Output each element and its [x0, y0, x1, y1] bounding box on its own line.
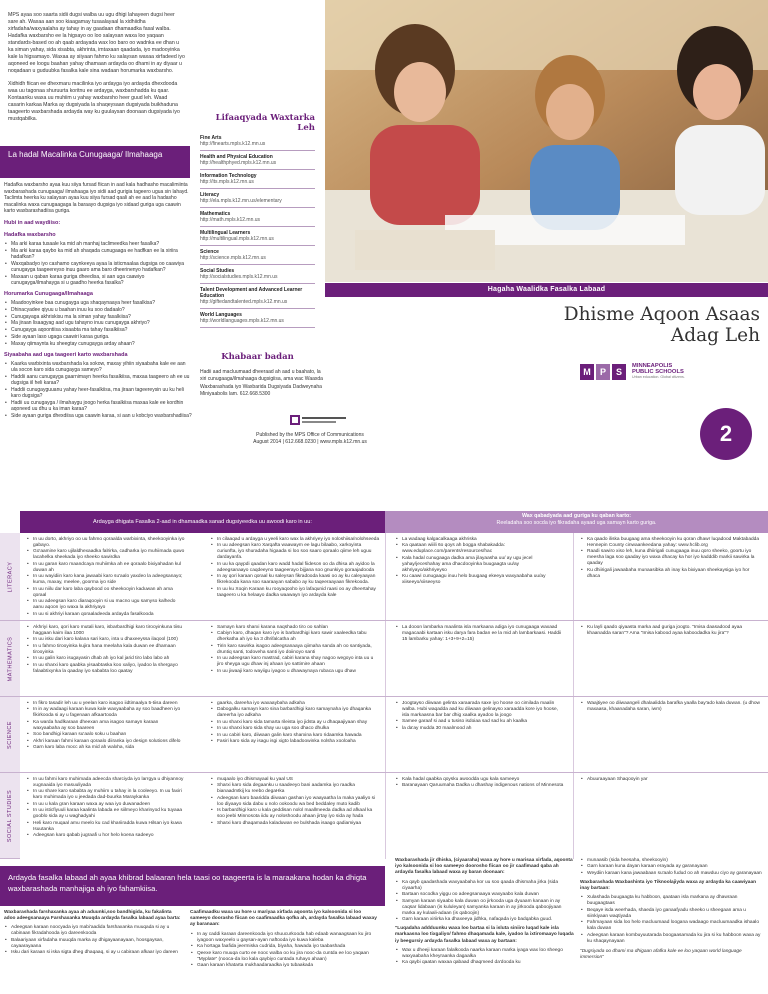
list-item: • In ay caddi karaan dareenkooda iyo shuucurkooda hab edaab wanaagsaan ku jiro iyagoon waxyeelo u gaysan-ayan naftooda iyo kuwa kaleba	[190, 932, 380, 944]
list-item: • Adeegsan karaan noocyada iyo mabi'aadida farshaxanka muuqada si ay u cabinaan fikradahooda iyo dareenkooda	[4, 925, 184, 937]
more-info-title: Khabaar badan	[221, 352, 294, 362]
learning-goals	[26, 701, 186, 752]
list-item: • In uu adeegsan karo diaraqooyin si uu macno ugu samyso kalhedo aanu aqoon iyo waxa la akhriyayo	[26, 599, 186, 611]
list-item: • Bartaan socodka yiggu oo adeegsanaaya waxyaabo kala duwan	[395, 892, 575, 898]
list-item: • Sharxi karo dhaqamada kaladuwan ee bulshada isaago qadiamiyaa	[210, 821, 380, 827]
table-head-left: Ardayga dhigata Fasalka 2-aad in dhamaadka sanad dugsiyeedka uu awoodi karo in uu:	[20, 511, 385, 533]
bottom-banner: Ardayda fasalka labaad ah ayaa khibrad balaaran hela taasi oo taageerta is la maraakana hodan ka dhigta waxbarashada manhajiga ah iyo fahamkiisa.	[0, 866, 385, 906]
table-row-science	[20, 697, 768, 773]
pe-list	[395, 880, 575, 923]
grade-badge: 2	[700, 408, 752, 460]
subject-label-science	[0, 697, 20, 773]
resource-name: Mathematics	[200, 211, 231, 217]
table-head-right-1: Wax qabadyada aad guriga ku qaban karto:	[521, 513, 631, 519]
immersion-note: "Dugsiyada oo dhami ma dhigaan afafka kale ee loo yaqaan world language immersion"	[580, 948, 742, 961]
resource-name: World Languages	[200, 312, 242, 318]
resource-item	[200, 309, 315, 328]
arts-section	[4, 910, 184, 957]
classroom-photo	[325, 0, 768, 282]
guide-title-line2: Adag Leh	[670, 324, 760, 346]
language-list	[395, 948, 575, 966]
logo-letter: P	[596, 364, 610, 380]
list-item: • Weydiin karaan kana jawaabaan su'aalo fudud oo ah mawduu ciyo ay garanayaan	[580, 871, 765, 877]
home-activities	[395, 701, 565, 732]
list-item: • In uu adeegsan karo Xarqafta waawaym ee lagu bilaabo, xarkoyinta curiunfta, iyo shuradaha higaada si loo soo saaro qoraalo qiime leh uguu dardayanfa.	[210, 543, 380, 561]
list-item: • In u fahmo tirooyinka kujira hana meelaha kala duwan ee dhamaan tirooyinka	[26, 644, 186, 656]
table-row-literacy	[20, 533, 768, 621]
health-title: Caafimaadku waxa uu hore u mariyaa xirfada aqoonta iyo kalsoonida si loo sameeyo doorasho fiican oo caafimaadka qofka ah, ardayda fasalka labaad waxay ay baranaan:	[190, 910, 377, 928]
guide-title	[470, 305, 760, 346]
resource-name: Talent Development and Advanced Learner Education	[200, 287, 303, 299]
list-item: • Wax u dheeji karaan falalkooda naarka karaan marka iyaga wax loo sheego waxyaabaha kheyraanka dagaalka	[395, 948, 575, 960]
list-item: • Baranayaan Qaruumaha Dadka u dhashay indigenous nations of Minnesota	[395, 783, 565, 789]
list-item: • In uu ka qaypdi qaadan karo wadd hadal fiideson oo da dhisa ah ayidoo la adeegsanaayo caqdeeyno taageerayo bijjana soo gnunkiyo goraajadooda	[210, 562, 380, 574]
resource-item	[200, 227, 315, 246]
resources-title: Lifaaqyada Waxtarka Leh	[215, 113, 315, 133]
list-item: • muqaalo iyo dhismayaal ku yaal US	[210, 777, 380, 783]
resource-link[interactable]: http://healthphyed.mpls.k12.mn.us	[200, 160, 277, 166]
resource-name: Multilingual Learners	[200, 230, 251, 236]
list-item: • In uu isku dari karo kalana sari karo, inta u dhaxeeyssa ilaqool (100)	[26, 637, 186, 643]
home-activities	[580, 537, 760, 580]
resource-item	[200, 208, 315, 227]
list-item: • Maxay qiimaynta ku sheegtay cunugayga arday ahaan?	[4, 341, 192, 347]
resource-link[interactable]: http://multilingual.mpls.k12.mn.us	[200, 236, 274, 242]
list-item: • In uu cabiri karo, diiwaan galin karo sharxina karo ridaamka hawada	[210, 733, 380, 739]
subject-label-text: SCIENCE	[7, 720, 14, 749]
learning-goals	[26, 777, 186, 840]
resource-name: Fine Arts	[200, 135, 222, 141]
guide-subtitle: Hagaha Waalidka Fasalka Labaad	[325, 283, 768, 297]
list-item: • Gaan karaan khatarta mukhaadaraadka iyo tubaakada	[190, 963, 380, 969]
home-activities	[580, 701, 760, 713]
subject-label-mathematics	[0, 621, 20, 697]
resource-name: Information Technology	[200, 173, 257, 179]
list-item: • In uu share karo sababta ay muhiim u tahay in la cooleeyo. In uu faxiri karo muhimada iyo u jeedada dad-buurka Maraykanka	[26, 789, 186, 801]
list-item: • Waxqabadyo iyo cashamo caynkeeya ayaa la isticmaalaa dugsiga oo caawiya cunugayga taageereyso inuu gaaro ama baro dheerinenyo hadafkan?	[4, 261, 192, 274]
resource-link[interactable]: http://ela.mpls.k12.mn.us/elementary	[200, 198, 282, 204]
list-item: • Fasiri karo sida ay isagu isgi xigto labadoowinka nolsha xooloaha	[210, 739, 380, 745]
published-note: Published by the MPS Office of Communications August 2014 | 612.668.0230 | www.mpls.k12.mn.us	[253, 432, 367, 445]
list-item: • Kala hadal cunugaaga dadka ama jilayaasha uu/ ay ugu jecel yahay/jeceshahay ama dhacdooyinka buugaagta uu/ay akhriyayo/akhriyeyso	[395, 556, 565, 574]
resource-link[interactable]: http://worldlanguages.mpls.k12.mn.us	[200, 318, 284, 324]
table-head-right-2: Reeladaha soo socda iyo fikradaha ayaad uga samayn karto guriga.	[496, 520, 657, 527]
question-list-1	[4, 241, 192, 286]
list-item: • munaasib (sida heesaha, sheekooyin)	[580, 858, 765, 864]
left-panel	[4, 182, 192, 420]
resource-link[interactable]: http://its.mpls.k12.mn.us	[200, 179, 254, 185]
home-activities	[395, 777, 565, 790]
list-item: • In uu garan karo maandcaya muhiimka ah ee qoraalo bixiyahadan kul duwan ah	[26, 562, 186, 574]
left-panel-h1: Hadafka waxbarsho	[4, 231, 56, 238]
list-item: • Balaariyaan xirfadaha muuqda marka ay dhigayaanayaan, hoosgaysan, cayaarayaana	[4, 938, 184, 950]
resource-item	[200, 132, 315, 151]
list-item: • Side ayaan guriga dhexdiisa uga caawin karaa, si aan u kobciyo waxbarshadiisa?	[4, 413, 192, 419]
list-item: • Haddii aanu cunugayga gaarnimayn heerka fasalkiisa, maxaa taageero ah ee uu dugsiga iil heli karaa?	[4, 374, 192, 387]
resource-item	[200, 189, 315, 208]
left-panel-h2: Horumarka Cunugaaga/Ilmahaaga	[4, 291, 93, 298]
list-item: • In fikro tasadir leh uu u yeelan karo isagoo iidtimaalya 5-tiisa dareen	[26, 701, 186, 707]
list-item: • In uu galin karo isugayasin dhab ah iyo kal jarid tiro labo labo ah	[26, 656, 186, 662]
list-item: • Ka qaybi qaatan waxaa qabaad dhaqmeed da'dooda ku	[395, 960, 575, 966]
logo-text-3: Urban education. Global citizens.	[632, 374, 685, 379]
learning-goals	[210, 701, 380, 746]
resource-link[interactable]: http://science.mpls.k12.mn.us	[200, 255, 266, 261]
question-list-2	[4, 300, 192, 347]
list-item: • Heli karo muqaal amu meelo ku cad khariiradda kuwa Hilsan iyo kuwa Isuutanka	[26, 821, 186, 833]
list-item: • In uu sharxi karo sida tamarta rileista iyo jidsta ay u dhaqaajiyaan shay	[210, 720, 380, 726]
health-section	[190, 910, 380, 970]
home-activities	[580, 777, 760, 783]
more-info-text: Hadii aad macluumaad dheeraad ah aad u baahato, la xiri cunugaaga/ilmahaaga dugsigiisa, ama wac Waaxda Waxbarashada iyo Waxbarida Dugsiyada Dadweynaha Miniyaabolis lam. 612.668.5300	[200, 369, 323, 397]
list-item: • In uu u kala gran karaan waxa ay waa iyo duwanadeen	[26, 802, 186, 808]
list-item: • Joogtayso diiwaan gelinta xaraarada saxe iyo hoose oo cimilada maalin walba. Hubi waqadda aad ku diiwaan gelinayso xaraadda kore iyo hoose, isla markaasna bar bar dhig xaalka ayadoo la joogo	[395, 701, 565, 719]
list-item: • Samayn karo sharxi karana naqshado tiro oo sahlan	[210, 625, 380, 631]
resource-link[interactable]: http://giftedandtalented.mpls.k12.mn.us	[200, 299, 288, 305]
tech-list	[580, 895, 765, 944]
list-item: • In in ay wadaagi karaan kuwa kale waxyaabaha ay soo baadheen iyo fikirkooda si ay u fagenaan afkaartooda	[26, 707, 186, 719]
list-item: • Beqaye isda weerhada, shaeda iyo ganaafyadu sheeko u sheegaan ama u siinkiyaan waqtiyada	[580, 908, 765, 920]
list-item: • Samyan karaan siyaabo kala duwan oo jirkooda uga dyuaam kanaan in ay caqsar lidabaan (is kululeyan) samyanka karaan in ay jirkooda qaboojiyaan marka ay kulaali-adaan (is qaboojin)	[395, 899, 575, 917]
list-item: • In uu sharxi karo qaabka yisaabtaska koo xaliyo, iyadoo la shergayo falaabtixynka la qaaday iyo sababta loo qaatay	[26, 663, 186, 675]
learning-goals	[26, 537, 186, 618]
list-item: • In ay qori karaan qoraal ku saleysan fikradooda kaasi oo ay ku caleyaayan fikrekooda kana soo saaraayan sababo ay ku taqeeraayaan fikrekooda.	[210, 574, 380, 586]
resource-item	[200, 284, 315, 309]
resource-name: Social Studies	[200, 268, 235, 274]
list-item: • Adeegsan karaan kombuyuutarada boogaasamada ku jira si ku habboon waxa ay ku shaqaynayaan	[580, 933, 765, 945]
list-item: • Fahmayaan sida loo helo macluumaad loogana wadaago macluumaadka ishaalo kala duwan	[580, 920, 765, 932]
home-activities	[395, 625, 565, 643]
list-item: • Ka warda hadlkaraan dheexan ama isagoo samayn karaan waxyaabaha ay soo baareen	[26, 720, 186, 732]
left-panel-intro: Hadafka waxbarsho ayaa kuu siiya fursad fiican in aad kala hadhasho macalimiinta waxbarashada cunugaaga/ ilmahaaga iyo sidii aad gurigia tageero ugua sin lahayd. Taclimta heerka ku salaysan ayaa kuu siiya fursad qaali ah ee aad la hadasho macalinka waxa cunugaagaga la baraayo dugsiga iyo sidaad guriga uga caawin karto waxbarashadiisa guriga.	[4, 182, 189, 214]
list-item: • Waajtiyee oo diiwaangeli dhalaalidda barafka yaalla bay'ado kala duwan. (u dhow maxaasa, khaanadaha saran, iwm)	[580, 701, 760, 713]
intro-text	[0, 0, 195, 123]
list-item: • Samee garaaf si aad u tusiso isdoiaa sad sad ku ah kaalka	[395, 719, 565, 725]
list-item: • Cabiyn karo, dhaqan karo iyo is barbardhigi karo sawir xaaleedka tabu dherkatha ah iyo ka 3 dhrifalcatha ah	[210, 631, 380, 643]
question-list-3	[4, 361, 192, 419]
list-item: • Adeegsan karo qabab jugraafi u hor helo koena sadeeyo	[26, 833, 186, 839]
list-item: • Side ayaan laso ugaga caawiri karaa guriga.	[4, 334, 192, 340]
arts-list	[4, 925, 184, 956]
subject-label-text: LITERACY	[7, 561, 13, 592]
list-item: • Ku layli qaado qiyaasta marka aad guriga joogto. "Imisa daasadood ayaa khaanadda saran"? Ama "Imisa kabood ayaa kaboodadka ku jira"?	[580, 625, 760, 637]
subject-label-text: SOCIAL STUDIES	[7, 789, 13, 842]
list-item: • In uu adeegsan karo mastrad, cabiri karana shay nagoo wegoyo inta uu u jiro sheyga ugu dhaw inj ahaan iyo sattimire ahaan	[210, 656, 380, 668]
tech-section	[580, 858, 765, 961]
left-panel-h3: Siyaabaha aad uga taageeri karto waxbarshada	[4, 351, 128, 358]
resource-name: Literacy	[200, 192, 220, 198]
list-item: • la da'ay mudda 30 maalmood ah	[395, 726, 565, 732]
list-item: • Ma jiraan lisaagyag aad ugu tahayno inuu cunugayga akhriyo?	[4, 320, 192, 326]
list-item: • In uu ku Xoqin Karaan ku rooyaqooho iyo lafaqunid raasi oo ay dheertahay taageero u ka helaayo dadka waawayn iyo ardayda kale	[210, 587, 380, 599]
list-item: • La dooon lambarka maalinta isla markaana adiga iyo cunugaaga waxaad magacaabi kartaan isku darya fara badan ee la mid ah lambarkaasi. Haddii 15 lambarku yahay: 1+3+9+2=15)	[395, 625, 565, 643]
left-panel-sub: Hubi in aad waydiiso:	[4, 219, 61, 226]
list-item: • Ma arki karaa qaybo ka mid ah shaqada cunugaaga ee hadfkan ee la xiriira hadafkan?	[4, 248, 192, 261]
resource-link[interactable]: http://math.mpls.k12.mn.us	[200, 217, 261, 223]
list-item: • Cunugayga aqoontiisa xisaabta ma tahay fasalkiisa?	[4, 327, 192, 333]
language-title: "Luqadaha addduunku waxa loo bartaa si la isluta siniiro luqad kale isla markaasna loo tixgaliyo/ fahmo dhaqamada kale, iyadoo la ixtiromaayo luqada iy beegursiy ardayda fasalka labaad waxa ay bartaan:	[395, 926, 574, 944]
resource-item	[200, 246, 315, 265]
list-item: • Tirin karo sawirka isagoo adeegsanaaya qiimaha sanda ah oo santiyada, druntiq santi, todoveha santi iyo doiinoyo santi	[210, 644, 380, 656]
list-item: • Go'aamine karo ujilaldhexaadka falrirka, cadharka iyo muhiimada quwo lacahelka sheekada iyo sheeko sawirdka	[26, 549, 186, 561]
logo-letter: S	[612, 364, 626, 380]
list-item: • Ka qaado iliska buugaag ama sheekooyin ku qoran dhawr luqadood Maktabadda Hennepin County cinwaankeedana yahay: www.hclib.org	[580, 537, 760, 549]
list-item: • Dhinacyadee qiyuu u baahan inuu ku soo dadaalo?	[4, 307, 192, 313]
list-item: • In uu wayidiin karo kana jawaabi karo su'aalo yaxdeo la adeegsanayo; kuma, maxay, meelee, goorma iyo side	[26, 574, 186, 586]
home-activities	[580, 625, 760, 637]
list-item: • Hadii uu cunugayga / ilmahaygu joogo herka fasalkiisa maxaa kale ee kordhin aqoneed uu dhu u ka iman karaa?	[4, 400, 192, 413]
list-item: • Dabogalku samayn karo sina barbardhigi karo samaynaha iyo dhaqanka dareerha iyo adkaha	[210, 707, 380, 719]
subject-label-social-studies	[0, 773, 20, 859]
list-item: • In uu dorto, akhriyo oo uu fahmo qoraalda warbixinta, sheekooyinka iyo gabayo.	[26, 537, 186, 549]
list-item: • Ka hortaga faafida jeermiska cudrida, biyaha, hawada iyo taabashada	[190, 944, 380, 950]
list-item: • Xulashada buugaagta ku habboon, qaataan isla markana ay dhawraan buugaagtaas	[580, 895, 765, 907]
list-item: • Is barbardhigi karo u kala geddisan nolol maallmeeda dadka ad afkaal ka soo jeebi Minnosota iidu ay noloshoodu ahaan jirtay iyo sida ay hada	[210, 808, 380, 820]
list-item: • Ku dhiirigali jawaabaha munaasibka ah inay ka bixiyaan sheekaysiga iyo hor dhaca	[580, 568, 760, 580]
list-item: • Akhri karaan fahmi karaan qoraalo diiranka iyo design solutions difelo	[26, 739, 186, 745]
list-item: • Garn karaan xiriirka ka dhaxeeya jidhka, nafaqada iyo badqabka guud.	[395, 917, 575, 923]
table-head-right	[385, 511, 768, 533]
resource-item	[200, 265, 315, 284]
list-item: • Haddii cunugayguuanu yahay heer-fasalkiisa, ma jiraan tageereysin uu ku heli karo dugsiga?	[4, 387, 192, 400]
table-row-mathematics	[20, 621, 768, 697]
list-item: • Ka qaataan wiiili 6o qoys ah bogga shabakadda: www.eduplace.com/parents/resources/hac	[395, 543, 565, 555]
arts-title: Waxbarashada farshaxanka ayaa ah aduunki,soo bandhigida, ku fakalinta adoo adeegsanaaya Farshaxanka Muuqda ardayda fasalka labaad ayaa barta:	[4, 910, 181, 922]
list-item: • La wadaag kalgacalkaaga akhriska	[395, 537, 565, 543]
list-item: • Soo bandhigi karaan su'aalo soku u baahan	[26, 732, 186, 738]
resource-link[interactable]: http://socialstudies.mpls.k12.mn.us	[200, 274, 278, 280]
list-item: • Abuuraayaan Shaqooyin yar	[580, 777, 760, 783]
guide-title-line1: Dhisme Aqoon Asaas	[563, 304, 760, 325]
list-item: • Kaarka warbixinta waxbarshada ka sokow, maxay yihiin siyaabaha kale ee aan ula socon karo sida cunugayga sameyo?	[4, 361, 192, 374]
list-item: • Isku dari karaan si iska sigta dheg dhaqaaq, si ay u cabiraan afkaar iyo dareen	[4, 950, 184, 956]
resource-item	[200, 170, 315, 189]
pe-title: Waxbarashada jir dhiska, (ciyaaraha) waxa ay hore u marisaa xirfada, aqoonta iyo kalsoonida si loo sameeyo doorosho fiican oo jir caafimaad qaba ah ardayda fasalka labaad waxa ay baran doonaan:	[395, 858, 573, 876]
learning-goals	[26, 625, 186, 675]
list-item: • Ma arki karaa tusaale ka mid ah manhaj taclimeedka heer fasalka?	[4, 241, 192, 247]
list-item: • gaarka, dareeha iyo waxaaybaha adkaha	[210, 701, 380, 707]
list-item: • In cilaaqad u ardayga u yeeli karo wax la akhriyey iyo noloshiisa/nolohseeda	[210, 537, 380, 543]
list-item: • In uu fahmi karo muhimada adeecda sharciyda iyo larrgya u dhiyannoy xugnaaida iyo masuuliyada	[26, 777, 186, 789]
intro-paragraph-1: MPS ayaa soo saarta sidii dugsi walba uu ugu dhigi lahayeen dugsi heer sare ah. Waxaa aan soo kiaagamay tusaalayaal la xidhiidha xirfadaha/waxyaalaha ay tahay in ay gaadaan dhamaadka fasal walba. Hadafka waxbarsho ee la higsayo oo loo salaysan waxa loo yaqaan standards-based oo ah qaab ardayada wax loo baro oo wadnka ee dhan u ka siman yahay, sida xisabta, akhrinta, imtaxaan qaadada, iyo madooyinka kale la higsamayo. Waxaa ay siiyaan fahmo ku salaysan waxaa xirfadeed iyo aqoneed ee loogu baahan yahay dhamaan ardayda oo dhami in ay diyaar u noqadaan u guduubka fasalka kale sina wadaan horumarka waxbarsho.	[8, 12, 185, 75]
learning-goals	[210, 537, 380, 599]
list-item: • Ku caawi cunugaagu inuu helo buugaag ekeeya waxyaabaha uu/ay xiiseeyo/xiiseeyso	[395, 574, 565, 586]
list-item: • Kala hadal qaabka qoysku awoodda ugu kala sameeyo	[395, 777, 565, 783]
list-item: • Sharxi karo sida degaanku u saadeeyo bani aadamka iyo raadka bianaadmtkij ku reebo degaHka	[210, 783, 380, 795]
table-row-social-studies	[20, 773, 768, 859]
list-item: • Cunugayaga akhriskisu ma la siman yahay fasalkiisa?	[4, 314, 192, 320]
resource-name: Health and Physical Education	[200, 154, 273, 160]
list-item: • Ka qayb qaadashada waxyaabaha kor uu soo qaada dhismaha jirka (sida ciyaarha)	[395, 880, 575, 892]
logo-text-2: PUBLIC SCHOOLS	[632, 369, 684, 376]
resource-name: Science	[200, 249, 219, 255]
list-item: • Garn karo laba mocc ah ka mid ah walxha, sida	[26, 745, 186, 751]
subject-label-text: MATHEMATICS	[7, 636, 13, 681]
list-item: • Adeegsan karo baaridda diiwaan gashan iyo waayaatha la maka yaaliyo si loo diyaayo sida dabu u nolo ookoodu wa bed beddaley muto kadib	[210, 796, 380, 808]
pe-section	[395, 858, 575, 967]
resource-list	[200, 132, 315, 328]
tech-title: Waxbarashada Waxbashinta iyo Tiknoolajiyda waxa ay ardayda ka caawiyaan inay bartaan:	[580, 879, 757, 892]
logo-letter: M	[580, 364, 594, 380]
list-item: • In uu sharxi karo sida shay uu uga soo dhaco dhulka	[210, 726, 380, 732]
left-panel-title: La hadal Macalinka Cunugaaga/ Ilmahaaga	[0, 146, 190, 178]
resource-link[interactable]: http://finearts.mpls.k12.mn.us	[200, 141, 266, 147]
list-item: • Qeexe karo muuqa curto ee nooc walba oo ku jira nooc-da cuntda ee loo yaqaan "Myplate" (nooca-da loo kala qaybiyo cuntada ruhayo ahaan)	[190, 951, 380, 963]
list-item: • In uu isticfiyuuli karaa kaalinta labada ee siilmeyo kharinyod ku tuyaaa gooblo sida ay u waghadyahi	[26, 808, 186, 820]
learning-goals	[210, 625, 380, 675]
subject-label-literacy	[0, 533, 20, 621]
health-list	[190, 932, 380, 969]
list-item: • Maxaan u qaban karaa guriga dheedisa, si aan uga caawiyo cunugayga/ilmahayga si u gaadho heerka fasalka?	[4, 274, 192, 287]
list-item: • In uu si akhriyi karaan qoraaladeeda ardayda fasalkooda	[26, 612, 186, 618]
logo-text-1: MINNEAPOLIS	[632, 363, 673, 369]
resource-item	[200, 151, 315, 170]
language-list-cont	[580, 858, 765, 877]
home-activities	[395, 537, 565, 587]
list-item: • Garn karaan kuna dayan karaan erayada ay garanayaan	[580, 864, 765, 870]
list-item: • Akhriyi karo, qori karo mutali karo, isbarbardhigi karo tirooyinkuna tiisu haggaan kaim ilaa 1000	[26, 625, 186, 637]
list-item: • In uu jiwaaji karo wayiigu iyagoo u dhawaynaya rubaca ugu dhaw	[210, 669, 380, 675]
learning-goals	[210, 777, 380, 827]
list-item: • Maadooyinkee baa cunugayga uga shaqaynaaya heer fasalkisa?	[4, 300, 192, 306]
list-item: • Raadi sawiro xiso leh, kuna dhiirigali cunugaaga inuu qoro sheeko, goortu iyo meesha laga soo qaaday iyo waxa dhacay ka hor iyo kadddib markii sawirka la qaaday	[580, 549, 760, 567]
mps-logo	[580, 360, 760, 396]
mps-logo-small	[290, 413, 348, 427]
intro-paragraph-2: Xidhidh fiican ee dhexmaru macilinka iyo ardayga iyo ardayda dhexdooda waa uu tagonaa shuruurta koritnu ee ardayga, waxbarshadda ku qaar. Kontaanku waxa uu muhiim u yahay waxbarsho heer guud leh. Waad casarin karkaa Marka ay dugsiyada la shaqeysaan dugsiyada buikhaduna taageerto waxbarshada ardayda way ku guulaysan doonaan dugsiyada iyo mustqabilka.	[8, 81, 180, 123]
list-item: • In uu niilu dar karo laba qaybood oo sheekooyin kaduwan ah ama qoraal	[26, 587, 186, 599]
